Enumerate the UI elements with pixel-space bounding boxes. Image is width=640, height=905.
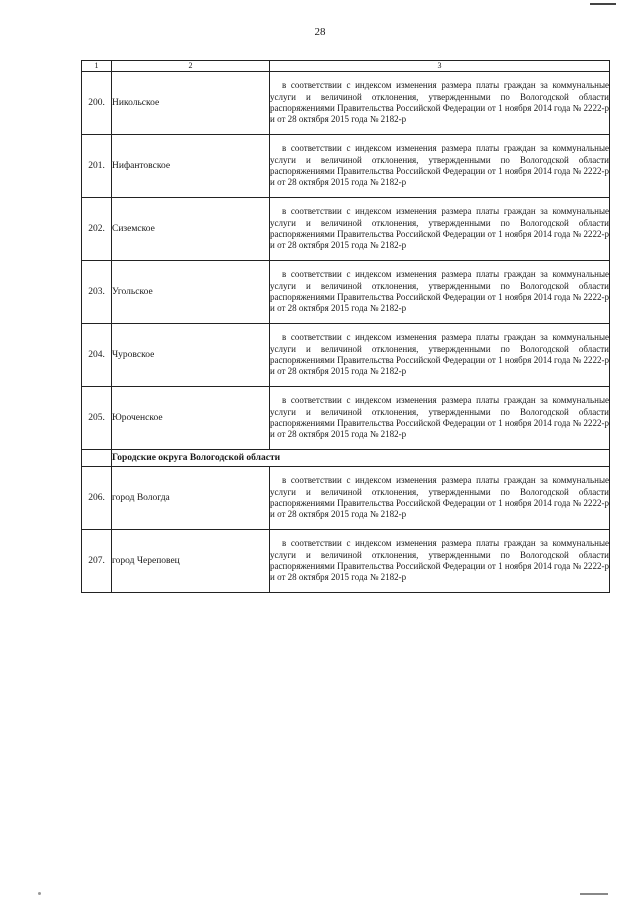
row-description: в соответствии с индексом изменения размера платы граждан за коммунальные услуги и величиной отклонения, утвержденными по Вологодской области распоряжениями Правительства Российской Федерации от 1 ноября 2014 года № 2222-р и от 28 октября 2015 года № 2182-р [270, 269, 609, 314]
row-description-cell [270, 135, 610, 198]
row-description-cell [270, 387, 610, 450]
section-number-cell [82, 450, 112, 467]
row-description: в соответствии с индексом изменения размера платы граждан за коммунальные услуги и величиной отклонения, утвержденными по Вологодской области распоряжениями Правительства Российской Федерации от 1 ноября 2014 года № 2222-р и от 28 октября 2015 года № 2182-р [270, 80, 609, 125]
table-row [82, 324, 610, 387]
municipality-name: Юроченское [112, 387, 270, 450]
row-number: 207. [82, 530, 112, 593]
row-description-cell [270, 467, 610, 530]
row-number: 206. [82, 467, 112, 530]
row-number: 204. [82, 324, 112, 387]
table-row [82, 467, 610, 530]
section-title: Городские округа Вологодской области [112, 450, 610, 467]
column-header-2: 2 [112, 61, 270, 72]
row-description: в соответствии с индексом изменения размера платы граждан за коммунальные услуги и величиной отклонения, утвержденными по Вологодской области распоряжениями Правительства Российской Федерации от 1 ноября 2014 года № 2222-р и от 28 октября 2015 года № 2182-р [270, 395, 609, 440]
row-description: в соответствии с индексом изменения размера платы граждан за коммунальные услуги и величиной отклонения, утвержденными по Вологодской области распоряжениями Правительства Российской Федерации от 1 ноября 2014 года № 2222-р и от 28 октября 2015 года № 2182-р [270, 206, 609, 251]
municipality-name: город Череповец [112, 530, 270, 593]
tariff-table [81, 60, 610, 593]
table-row [82, 387, 610, 450]
row-number: 203. [82, 261, 112, 324]
section-header-row [82, 450, 610, 467]
table-row [82, 72, 610, 135]
row-description: в соответствии с индексом изменения размера платы граждан за коммунальные услуги и величиной отклонения, утвержденными по Вологодской области распоряжениями Правительства Российской Федерации от 1 ноября 2014 года № 2222-р и от 28 октября 2015 года № 2182-р [270, 538, 609, 583]
table-body [82, 61, 610, 593]
municipality-name: Угольское [112, 261, 270, 324]
municipality-name: Чуровское [112, 324, 270, 387]
scan-corner-mark [590, 3, 616, 5]
row-number: 202. [82, 198, 112, 261]
row-description-cell [270, 72, 610, 135]
row-number: 205. [82, 387, 112, 450]
row-description-cell [270, 324, 610, 387]
row-number: 200. [82, 72, 112, 135]
table-row [82, 135, 610, 198]
municipality-name: Нифантовское [112, 135, 270, 198]
column-header-1: 1 [82, 61, 112, 72]
table-row [82, 198, 610, 261]
municipality-name: Сиземское [112, 198, 270, 261]
row-description: в соответствии с индексом изменения размера платы граждан за коммунальные услуги и величиной отклонения, утвержденными по Вологодской области распоряжениями Правительства Российской Федерации от 1 ноября 2014 года № 2222-р и от 28 октября 2015 года № 2182-р [270, 143, 609, 188]
municipality-name: город Вологда [112, 467, 270, 530]
row-description: в соответствии с индексом изменения размера платы граждан за коммунальные услуги и величиной отклонения, утвержденными по Вологодской области распоряжениями Правительства Российской Федерации от 1 ноября 2014 года № 2222-р и от 28 октября 2015 года № 2182-р [270, 332, 609, 377]
row-description: в соответствии с индексом изменения размера платы граждан за коммунальные услуги и величиной отклонения, утвержденными по Вологодской области распоряжениями Правительства Российской Федерации от 1 ноября 2014 года № 2222-р и от 28 октября 2015 года № 2182-р [270, 475, 609, 520]
row-number: 201. [82, 135, 112, 198]
municipality-name: Никольское [112, 72, 270, 135]
page-number: 28 [314, 26, 326, 38]
row-description-cell [270, 530, 610, 593]
scan-speck [38, 892, 41, 895]
column-header-3: 3 [270, 61, 610, 72]
table-row [82, 261, 610, 324]
row-description-cell [270, 261, 610, 324]
table-row [82, 530, 610, 593]
scan-footer-mark [580, 893, 608, 895]
table-header-row [82, 61, 610, 72]
row-description-cell [270, 198, 610, 261]
